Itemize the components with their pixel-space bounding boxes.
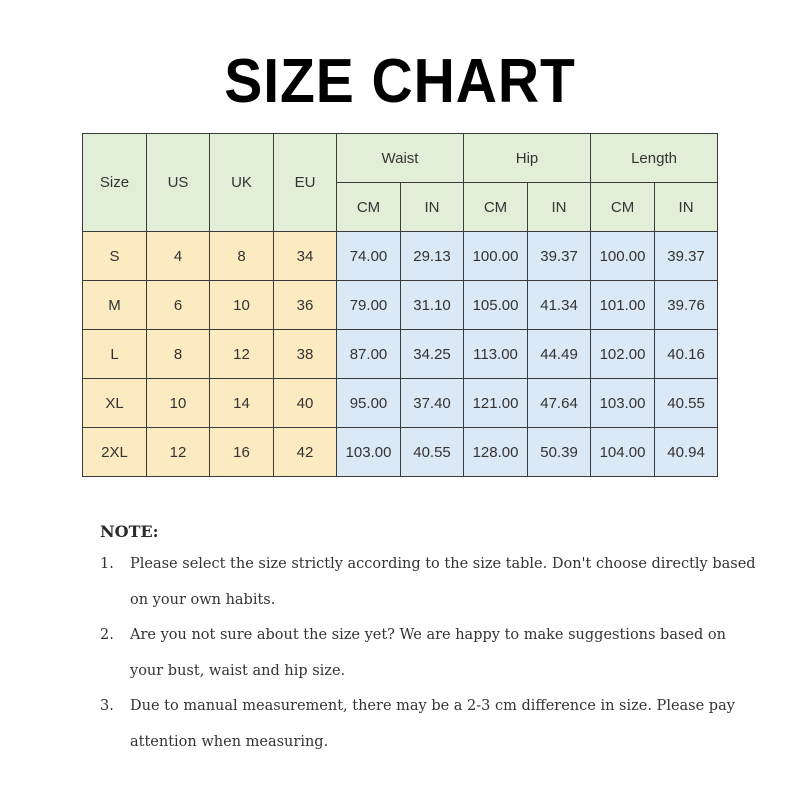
note-item	[100, 689, 760, 760]
note-title: NOTE:	[100, 522, 159, 541]
cell-size: S	[83, 232, 147, 281]
cell-uk: 10	[210, 281, 274, 330]
note-number: 1.	[100, 556, 114, 572]
header-waist-cm: CM	[337, 183, 401, 232]
note-item	[100, 547, 760, 618]
header-eu: EU	[274, 134, 337, 232]
header-waist: Waist	[337, 134, 464, 183]
cell-size: XL	[83, 379, 147, 428]
cell-eu: 38	[274, 330, 337, 379]
header-length-in: IN	[655, 183, 718, 232]
header-waist-in: IN	[401, 183, 464, 232]
cell-waist-in: 37.40	[401, 379, 464, 428]
cell-us: 12	[147, 428, 210, 477]
cell-eu: 40	[274, 379, 337, 428]
cell-length-cm: 102.00	[591, 330, 655, 379]
table-row	[83, 330, 718, 379]
cell-waist-in: 40.55	[401, 428, 464, 477]
header-hip-in: IN	[528, 183, 591, 232]
cell-waist-cm: 103.00	[337, 428, 401, 477]
note-number: 2.	[100, 627, 114, 643]
cell-waist-cm: 95.00	[337, 379, 401, 428]
cell-us: 4	[147, 232, 210, 281]
cell-us: 6	[147, 281, 210, 330]
cell-length-in: 40.55	[655, 379, 718, 428]
cell-size: L	[83, 330, 147, 379]
cell-hip-in: 44.49	[528, 330, 591, 379]
header-hip: Hip	[464, 134, 591, 183]
header-uk: UK	[210, 134, 274, 232]
cell-waist-cm: 79.00	[337, 281, 401, 330]
cell-length-in: 39.37	[655, 232, 718, 281]
cell-eu: 42	[274, 428, 337, 477]
table-row	[83, 232, 718, 281]
table-row	[83, 281, 718, 330]
header-length: Length	[591, 134, 718, 183]
cell-waist-in: 31.10	[401, 281, 464, 330]
cell-length-cm: 104.00	[591, 428, 655, 477]
cell-hip-in: 39.37	[528, 232, 591, 281]
cell-hip-in: 50.39	[528, 428, 591, 477]
cell-uk: 16	[210, 428, 274, 477]
header-us: US	[147, 134, 210, 232]
cell-uk: 12	[210, 330, 274, 379]
cell-us: 8	[147, 330, 210, 379]
header-length-cm: CM	[591, 183, 655, 232]
note-number: 3.	[100, 698, 114, 714]
cell-length-in: 39.76	[655, 281, 718, 330]
cell-size: 2XL	[83, 428, 147, 477]
note-text: Due to manual measurement, there may be a 2-3 cm difference in size. Please pay attention when measuring.	[130, 698, 735, 750]
cell-hip-cm: 113.00	[464, 330, 528, 379]
cell-eu: 34	[274, 232, 337, 281]
cell-length-in: 40.94	[655, 428, 718, 477]
cell-hip-in: 47.64	[528, 379, 591, 428]
cell-waist-cm: 74.00	[337, 232, 401, 281]
size-table	[82, 133, 718, 477]
note-text: Please select the size strictly according to the size table. Don't choose directly based on your own habits.	[130, 556, 756, 608]
cell-hip-cm: 105.00	[464, 281, 528, 330]
table-row	[83, 428, 718, 477]
page-title: SIZE CHART	[224, 47, 576, 116]
note-section	[100, 522, 760, 760]
cell-eu: 36	[274, 281, 337, 330]
cell-size: M	[83, 281, 147, 330]
cell-waist-in: 29.13	[401, 232, 464, 281]
cell-us: 10	[147, 379, 210, 428]
cell-hip-in: 41.34	[528, 281, 591, 330]
table-row	[83, 379, 718, 428]
cell-uk: 8	[210, 232, 274, 281]
cell-length-cm: 103.00	[591, 379, 655, 428]
cell-length-cm: 101.00	[591, 281, 655, 330]
header-hip-cm: CM	[464, 183, 528, 232]
cell-hip-cm: 100.00	[464, 232, 528, 281]
cell-waist-in: 34.25	[401, 330, 464, 379]
header-size: Size	[83, 134, 147, 232]
note-item	[100, 618, 760, 689]
cell-uk: 14	[210, 379, 274, 428]
cell-length-in: 40.16	[655, 330, 718, 379]
cell-length-cm: 100.00	[591, 232, 655, 281]
cell-hip-cm: 121.00	[464, 379, 528, 428]
cell-waist-cm: 87.00	[337, 330, 401, 379]
note-text: Are you not sure about the size yet? We are happy to make suggestions based on your bust, waist and hip size.	[130, 627, 726, 679]
cell-hip-cm: 128.00	[464, 428, 528, 477]
